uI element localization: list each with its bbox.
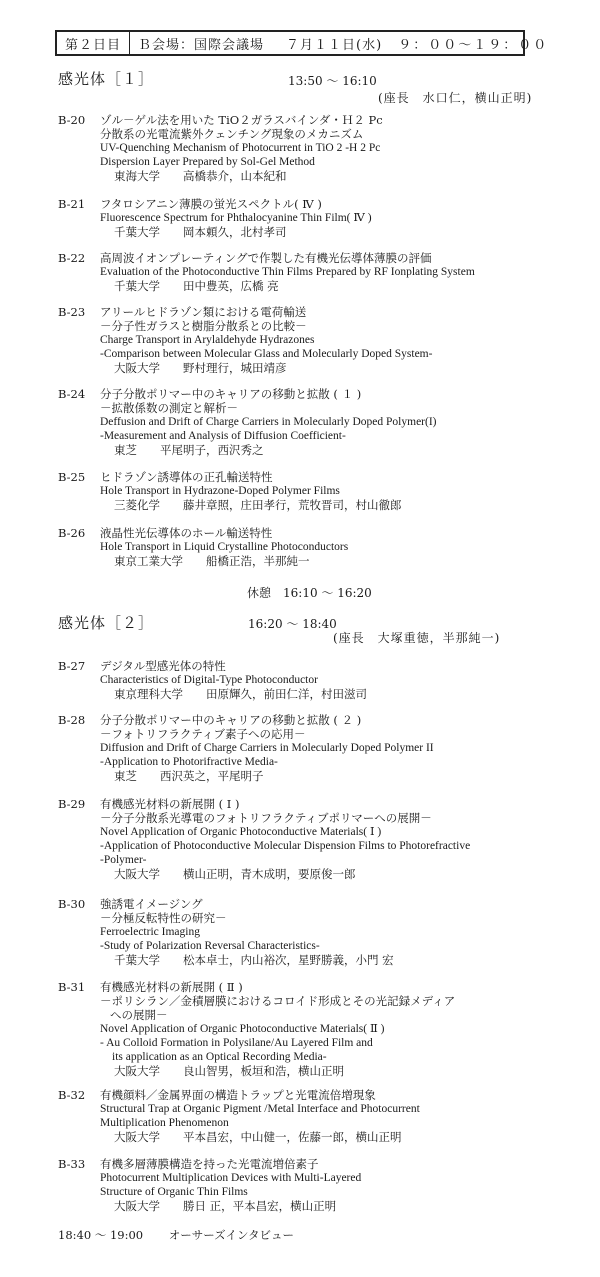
paper-title-en: Photocurrent Multiplication Devices with Multi-Layered xyxy=(100,1172,362,1184)
day-header xyxy=(55,30,549,56)
closing-time: 18:40 ～ 19:00 xyxy=(58,1228,144,1242)
paper-title-en: Deffusion and Drift of Charge Carriers in Molecularly Doped Polymer(I) xyxy=(100,416,437,428)
paper-title-ja: 有機多層薄膜構造を持った光電流増倍素子 xyxy=(100,1157,319,1171)
paper-number: B-23 xyxy=(58,305,86,319)
paper-title-en: Characteristics of Digital-Type Photoconductor xyxy=(100,674,318,686)
paper-entry xyxy=(58,251,588,293)
closing-label: オーサーズインタビュー xyxy=(168,1228,294,1242)
paper-entry xyxy=(58,197,588,239)
paper-entry xyxy=(58,897,588,967)
paper-entry xyxy=(58,659,588,701)
paper-authors: 大阪大学 野村理行，城田靖彦 xyxy=(114,361,287,375)
day-label: 第２日目 xyxy=(57,32,130,54)
session-title: 感光体［２］ xyxy=(58,614,155,632)
closing-event xyxy=(58,1227,294,1243)
paper-authors: 千葉大学 岡本頼久，北村孝司 xyxy=(114,225,287,239)
session-time: 13:50 ～ 16:10 xyxy=(288,74,377,88)
paper-title-en: Hole Transport in Hydrazone-Doped Polymer Films xyxy=(100,485,340,497)
paper-number: B-33 xyxy=(58,1157,86,1171)
paper-entry xyxy=(58,470,588,512)
paper-title-en: Hole Transport in Liquid Crystalline Photoconductors xyxy=(100,541,349,553)
paper-title-en: Novel Application of Organic Photoconductive Materials( Ⅱ ) xyxy=(100,1023,385,1035)
paper-title-en: Diffusion and Drift of Charge Carriers in Molecularly Doped Polymer II xyxy=(100,742,434,754)
paper-number: B-28 xyxy=(58,713,86,727)
paper-entry xyxy=(58,797,588,881)
paper-title-ja: ゾル－ゲル法を用いた TiO２ガラスバインダ・Ｈ２ Pc xyxy=(100,113,383,127)
paper-number: B-30 xyxy=(58,897,86,911)
paper-subtitle-en: -Measurement and Analysis of Diffusion Coefficient- xyxy=(100,430,346,442)
paper-number: B-27 xyxy=(58,659,86,673)
paper-entry xyxy=(58,113,588,183)
paper-subtitle-en: its application as an Optical Recording Media- xyxy=(112,1051,327,1063)
paper-subtitle-ja: －分子性ガラスと樹脂分散系との比較－ xyxy=(100,319,307,333)
paper-number: B-20 xyxy=(58,113,86,127)
paper-entry xyxy=(58,713,588,783)
paper-title-en: Novel Application of Organic Photoconductive Materials( Ⅰ ) xyxy=(100,826,382,838)
break-label: 休憩 16:10 ～ 16:20 xyxy=(247,586,372,600)
session-chair: (座長 大塚重徳，半那純一) xyxy=(333,631,501,645)
paper-title-ja: 分子分散ポリマー中のキャリアの移動と拡散 ( ２ ) xyxy=(100,713,362,727)
paper-title-ja: ヒドラゾン誘導体の正孔輸送特性 xyxy=(100,470,273,484)
paper-title-ja: 有機感光材料の新展開 ( Ⅰ ) xyxy=(100,797,240,811)
paper-title-en: Ferroelectric Imaging xyxy=(100,926,200,938)
paper-authors: 大阪大学 平本昌宏，中山健一，佐藤一郎，横山正明 xyxy=(114,1130,402,1144)
paper-title-en: Multiplication Phenomenon xyxy=(100,1117,229,1129)
paper-authors: 東芝 西沢英之，平尾明子 xyxy=(114,769,264,783)
paper-entry xyxy=(58,1157,588,1213)
paper-subtitle-en: -Polymer- xyxy=(100,854,147,866)
paper-subtitle-ja: －ポリシラン／金積層膜におけるコロイド形成とその光記録メディア xyxy=(100,994,456,1008)
paper-title-ja: 分散系の光電流紫外クェンチング現象のメカニズム xyxy=(100,127,364,141)
paper-subtitle-ja: への展開－ xyxy=(110,1008,168,1022)
paper-authors: 千葉大学 松本卓士，内山裕次，星野勝義，小門 宏 xyxy=(114,953,394,967)
paper-title-ja: 強誘電イメージング xyxy=(100,897,203,911)
paper-authors: 東京工業大学 船橋正浩，半那純一 xyxy=(114,554,310,568)
paper-entry xyxy=(58,305,588,375)
room-label: Ｂ会場：国際会議場 xyxy=(138,37,265,53)
paper-title-en: Structural Trap at Organic Pigment /Metal Interface and Photocurrent xyxy=(100,1103,420,1115)
paper-authors: 東芝 平尾明子，西沢秀之 xyxy=(114,443,264,457)
paper-title-en: Structure of Organic Thin Films xyxy=(100,1186,248,1198)
paper-title-en: UV-Quenching Mechanism of Photocurrent in TiO 2 -H 2 Pc xyxy=(100,142,381,154)
paper-entry xyxy=(58,980,588,1078)
paper-subtitle-ja: －分子分散系光導電のフォトリフラクティブポリマーへの展開－ xyxy=(100,811,432,825)
paper-number: B-32 xyxy=(58,1088,86,1102)
paper-number: B-29 xyxy=(58,797,86,811)
paper-number: B-21 xyxy=(58,197,86,211)
paper-title-ja: 分子分散ポリマー中のキャリアの移動と拡散 ( １ ) xyxy=(100,387,362,401)
paper-number: B-22 xyxy=(58,251,86,265)
paper-authors: 東京理科大学 田原輝久，前田仁洋，村田滋司 xyxy=(114,687,367,701)
paper-title-ja: アリールヒドラゾン類における電荷輸送 xyxy=(100,305,307,319)
paper-entry xyxy=(58,387,588,457)
paper-subtitle-en: -Application of Photoconductive Molecular Dispension Films to Photorefractive xyxy=(100,840,471,852)
paper-title-en: Dispersion Layer Prepared by Sol-Gel Method xyxy=(100,156,315,168)
paper-number: B-25 xyxy=(58,470,86,484)
paper-number: B-24 xyxy=(58,387,86,401)
paper-title-en: Evaluation of the Photoconductive Thin Films Prepared by RF Ionplating System xyxy=(100,266,475,278)
paper-authors: 大阪大学 良山智男，板垣和浩，横山正明 xyxy=(114,1064,344,1078)
paper-entry xyxy=(58,1088,588,1144)
time-range-label: ９：００～１９：００ xyxy=(398,37,549,53)
paper-subtitle-en: -Study of Polarization Reversal Characteristics- xyxy=(100,940,320,952)
paper-number: B-31 xyxy=(58,980,86,994)
paper-title-ja: 有機顔料／金属界面の構造トラップと光電流倍増現象 xyxy=(100,1088,376,1102)
paper-subtitle-en: -Comparison between Molecular Glass and Molecularly Doped System- xyxy=(100,348,433,360)
paper-number: B-26 xyxy=(58,526,86,540)
date-label: ７月１１日(水) xyxy=(286,37,383,53)
paper-subtitle-en: - Au Colloid Formation in Polysilane/Au Layered Film and xyxy=(100,1037,373,1049)
paper-title-ja: 液晶性光伝導体のホール輸送特性 xyxy=(100,526,273,540)
session-time: 16:20 ～ 18:40 xyxy=(248,617,337,631)
paper-entry xyxy=(58,526,588,568)
paper-authors: 千葉大学 田中豊英，広橋 亮 xyxy=(114,279,279,293)
paper-title-ja: 高周波イオンプレーティングで作製した有機光伝導体薄膜の評価 xyxy=(100,251,432,265)
paper-subtitle-en: -Application to Photorifractive Media- xyxy=(100,756,278,768)
paper-authors: 大阪大学 勝日 正，平本昌宏，横山正明 xyxy=(114,1199,337,1213)
paper-title-ja: 有機感光材料の新展開 ( Ⅱ ) xyxy=(100,980,243,994)
paper-subtitle-ja: －分極反転特性の研究－ xyxy=(100,911,227,925)
paper-title-en: Charge Transport in Arylaldehyde Hydrazones xyxy=(100,334,315,346)
paper-authors: 東海大学 高橋恭介，山本紀和 xyxy=(114,169,287,183)
paper-title-ja: フタロシアニン薄膜の蛍光スペクトル( Ⅳ ) xyxy=(100,197,322,211)
paper-subtitle-ja: －フォトリフラクティブ素子への応用－ xyxy=(100,727,306,741)
session-title: 感光体［１］ xyxy=(58,70,155,88)
paper-authors: 大阪大学 横山正明，青木成明，要原俊一郎 xyxy=(114,867,356,881)
paper-authors: 三菱化学 藤井章照，庄田孝行，荒牧晋司，村山徹郎 xyxy=(114,498,402,512)
paper-subtitle-ja: －拡散係数の測定と解析－ xyxy=(100,401,238,415)
paper-title-en: Fluorescence Spectrum for Phthalocyanine Thin Film( Ⅳ ) xyxy=(100,212,372,224)
paper-title-ja: デジタル型感光体の特性 xyxy=(100,659,226,673)
session-chair: (座長 水口仁，横山正明) xyxy=(378,91,533,105)
